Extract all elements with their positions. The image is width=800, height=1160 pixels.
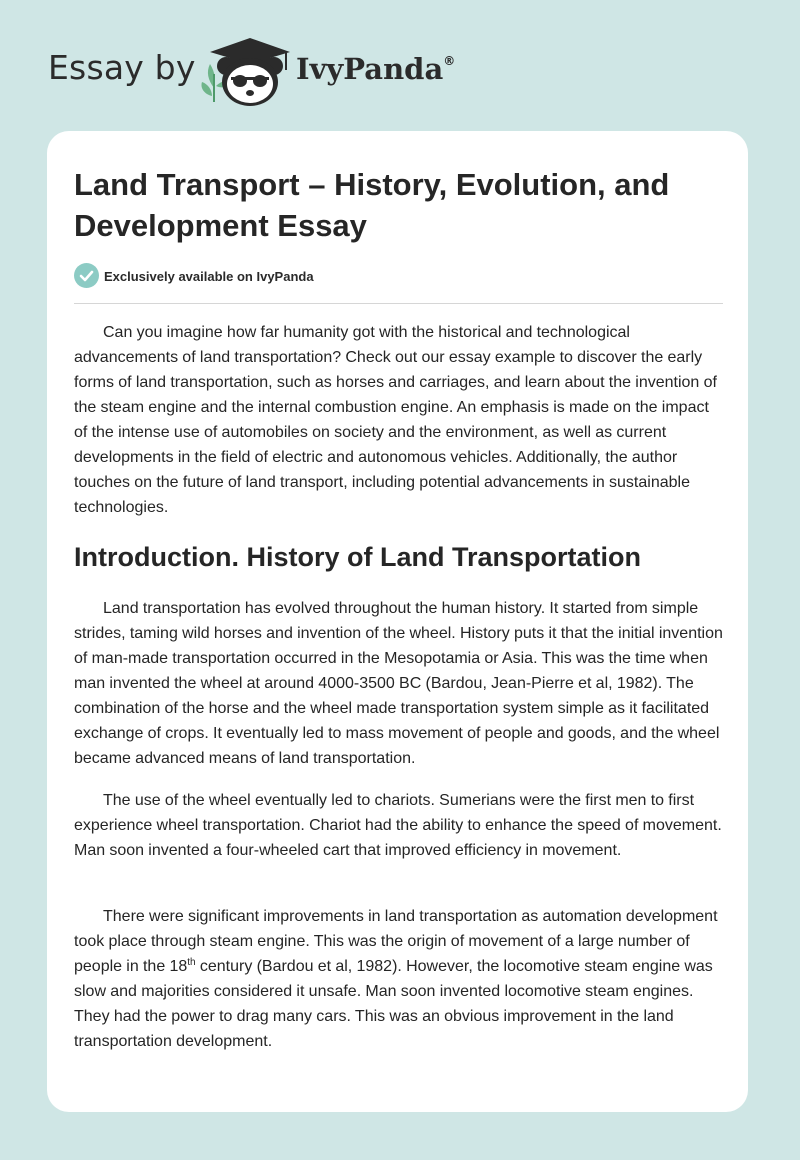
body-paragraph-3: There were significant improvements in land transportation as automation development took place through steam engine. This was the origin of movement of a large number of people in the 18th century (Bardou et al, 1982). However, the locomotive steam engine was slow and majorities considered it unsafe. Man soon invented locomotive steam engines. They had the power to drag many cars. This was an obvious improvement in the land transportation development. [74,908,718,1050]
page-title: Land Transport – History, Evolution, and Development Essay [74,167,670,243]
check-circle-icon [74,263,99,288]
body-paragraph-2: The use of the wheel eventually led to chariots. Sumerians were the first men to first experience wheel transportation. Chariot had the ability to enhance the speed of movement. Man soon invented a four-wheeled cart that improved efficiency in movement. [74,792,722,859]
ordinal-suffix: th [187,957,196,968]
registered-mark: ® [443,54,456,68]
panda-graduate-icon[interactable] [200,36,296,108]
brand-prefix: Essay by [48,48,196,87]
site-header [0,0,800,130]
divider [74,303,723,304]
brand-name[interactable]: IvyPanda® [296,52,456,86]
intro-paragraph: Can you imagine how far humanity got with the historical and technological advancements of land transportation? Check out our essay example to discover the early forms of land transportation, such as horses and carriages, and learn about the invention of the steam engine and the internal combustion engine. An emphasis is made on the impact of the intense use of automobiles on society and the environment, as well as current developments in the field of electric and autonomous vehicles. Additionally, the author touches on the future of land transport, including potential advancements in sustainable technologies. [74,324,717,516]
section-heading: Introduction. History of Land Transportation [74,542,641,572]
body-paragraph-1: Land transportation has evolved throughout the human history. It started from simple strides, taming wild horses and invention of the wheel. History puts it that the initial invention of man-made transportation occurred in the Mesopotamia or Asia. This was the time when man invented the wheel at around 4000-3500 BC (Bardou, Jean-Pierre et al, 1982). The combination of the horse and the wheel made transportation system simple as it facilitated exchange of crops. It eventually led to mass movement of people and goods, and the wheel became advanced means of land transportation. [74,600,723,767]
badge-label: Exclusively available on IvyPanda [104,269,314,284]
